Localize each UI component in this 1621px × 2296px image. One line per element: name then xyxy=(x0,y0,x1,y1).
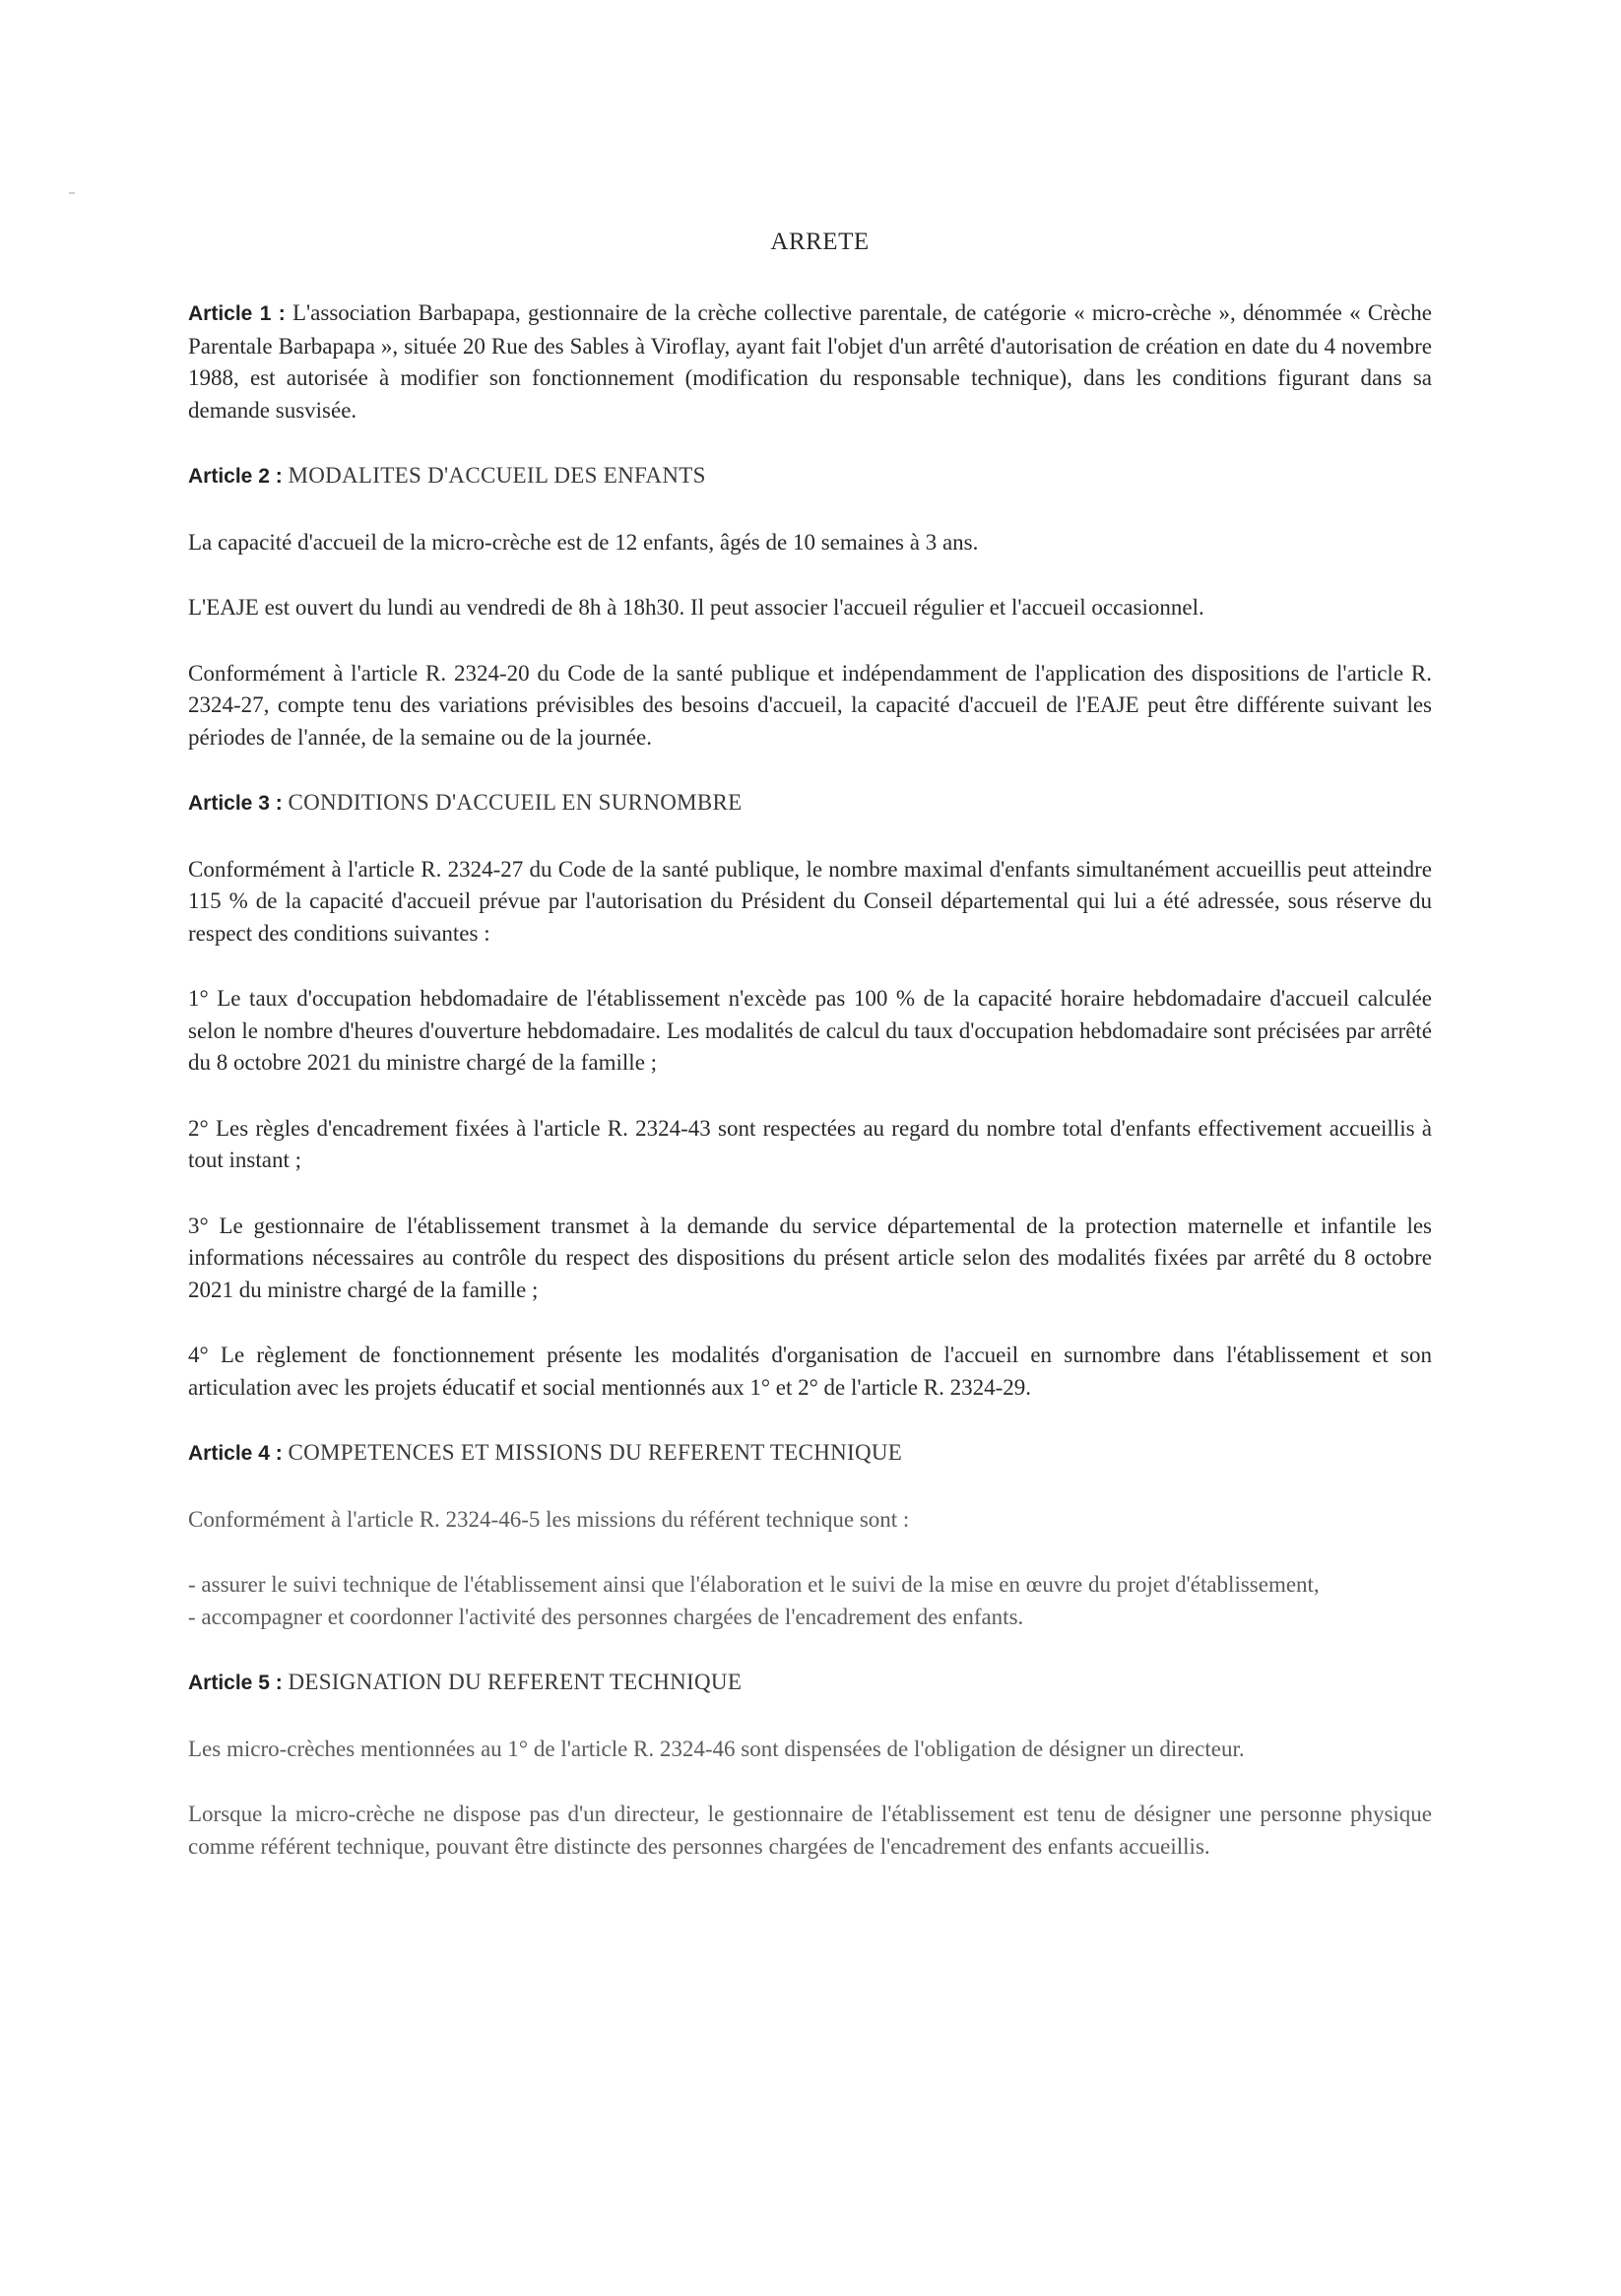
list-item: - assurer le suivi technique de l'établissement ainsi que l'élaboration et le suivi de la mise en œuvre du projet d'établissement, xyxy=(188,1572,1320,1597)
article-5-paragraph: Lorsque la micro-crèche ne dispose pas d'un directeur, le gestionnaire de l'établissement est tenu de désigner une personne physique comme référent technique, pouvant être distincte des personnes chargées de l'encadrement des enfants accueillis. xyxy=(188,1802,1432,1859)
article-3-condition-2: 2° Les règles d'encadrement fixées à l'article R. 2324-43 sont respectées au regard du nombre total d'enfants effectivement accueillis à tout instant ; xyxy=(188,1115,1432,1172)
article-4-title: COMPETENCES ET MISSIONS DU REFERENT TECHNIQUE xyxy=(288,1440,903,1465)
article-1 xyxy=(188,297,1432,426)
article-3-condition-4: 4° Le règlement de fonctionnement présente les modalités d'organisation de l'accueil en surnombre dans l'établissement et son articulation avec les projets éducatif et social mentionnés aux 1° et 2° de l'article R. 2324-29. xyxy=(188,1343,1432,1400)
article-2-paragraph: La capacité d'accueil de la micro-crèche est de 12 enfants, âgés de 10 semaines à 3 ans. xyxy=(188,529,979,555)
article-4-missions-list xyxy=(188,1569,1432,1633)
article-3-title: CONDITIONS D'ACCUEIL EN SURNOMBRE xyxy=(288,790,743,815)
article-4-intro: Conformément à l'article R. 2324-46-5 les missions du référent technique sont : xyxy=(188,1506,910,1532)
article-5-paragraph: Les micro-crèches mentionnées au 1° de l'article R. 2324-46 sont dispensées de l'obligation de désigner un directeur. xyxy=(188,1736,1245,1761)
article-3-paragraph: Conformément à l'article R. 2324-27 du Code de la santé publique, le nombre maximal d'enfants simultanément accueillis peut atteindre 115 % de la capacité d'accueil prévue par l'autorisation du Président du Conseil départemental qui lui a été adressée, sous réserve du respect des conditions suivantes : xyxy=(188,856,1432,946)
document-body xyxy=(188,229,1432,1896)
article-4-label: Article 4 : xyxy=(188,1442,283,1465)
article-3-heading xyxy=(188,787,1432,820)
article-2-title: MODALITES D'ACCUEIL DES ENFANTS xyxy=(288,463,706,488)
article-1-label: Article 1 : xyxy=(188,302,286,325)
article-2-paragraph: Conformément à l'article R. 2324-20 du Code de la santé publique et indépendamment de l'application des dispositions de l'article R. 2324-27, compte tenu des variations prévisibles des besoins d'accueil, la capacité d'accueil de l'EAJE peut être différente suivant les périodes de l'année, de la semaine ou de la journée. xyxy=(188,660,1432,750)
article-3-condition-3: 3° Le gestionnaire de l'établissement transmet à la demande du service départemental de la protection maternelle et infantile les informations nécessaires au contrôle du respect des dispositions du présent article selon des modalités fixées par arrêté du 8 octobre 2021 du ministre chargé de la famille ; xyxy=(188,1213,1432,1302)
document-title: ARRETE xyxy=(770,229,870,255)
scan-artifact xyxy=(69,192,75,194)
article-5-title: DESIGNATION DU REFERENT TECHNIQUE xyxy=(288,1670,743,1694)
article-5-heading xyxy=(188,1667,1432,1700)
article-3-condition-1: 1° Le taux d'occupation hebdomadaire de l'établissement n'excède pas 100 % de la capacité horaire hebdomadaire d'accueil calculée selon le nombre d'heures d'ouverture hebdomadaire. Les modalités de calcul du taux d'occupation hebdomadaire sont précisées par arrêté du 8 octobre 2021 du ministre chargé de la famille ; xyxy=(188,986,1432,1075)
article-2-heading xyxy=(188,460,1432,493)
article-2-label: Article 2 : xyxy=(188,465,283,488)
article-3-label: Article 3 : xyxy=(188,792,283,815)
article-1-text: L'association Barbapapa, gestionnaire de la crèche collective parentale, de catégorie « micro-crèche », dénommée « Crèche Parentale Barbapapa », située 20 Rue des Sables à Viroflay, ayant fait l'objet d'un arrêté d'autorisation de création en date du 4 novembre 1988, est autorisée à modifier son fonctionnement (modification du responsable technique), dans les conditions figurant dans sa demande susvisée. xyxy=(188,300,1433,423)
article-4-heading xyxy=(188,1437,1432,1471)
list-item: - accompagner et coordonner l'activité des personnes chargées de l'encadrement des enfants. xyxy=(188,1604,1024,1629)
article-5-label: Article 5 : xyxy=(188,1672,283,1694)
article-2-paragraph: L'EAJE est ouvert du lundi au vendredi de 8h à 18h30. Il peut associer l'accueil régulier et l'accueil occasionnel. xyxy=(188,595,1204,620)
